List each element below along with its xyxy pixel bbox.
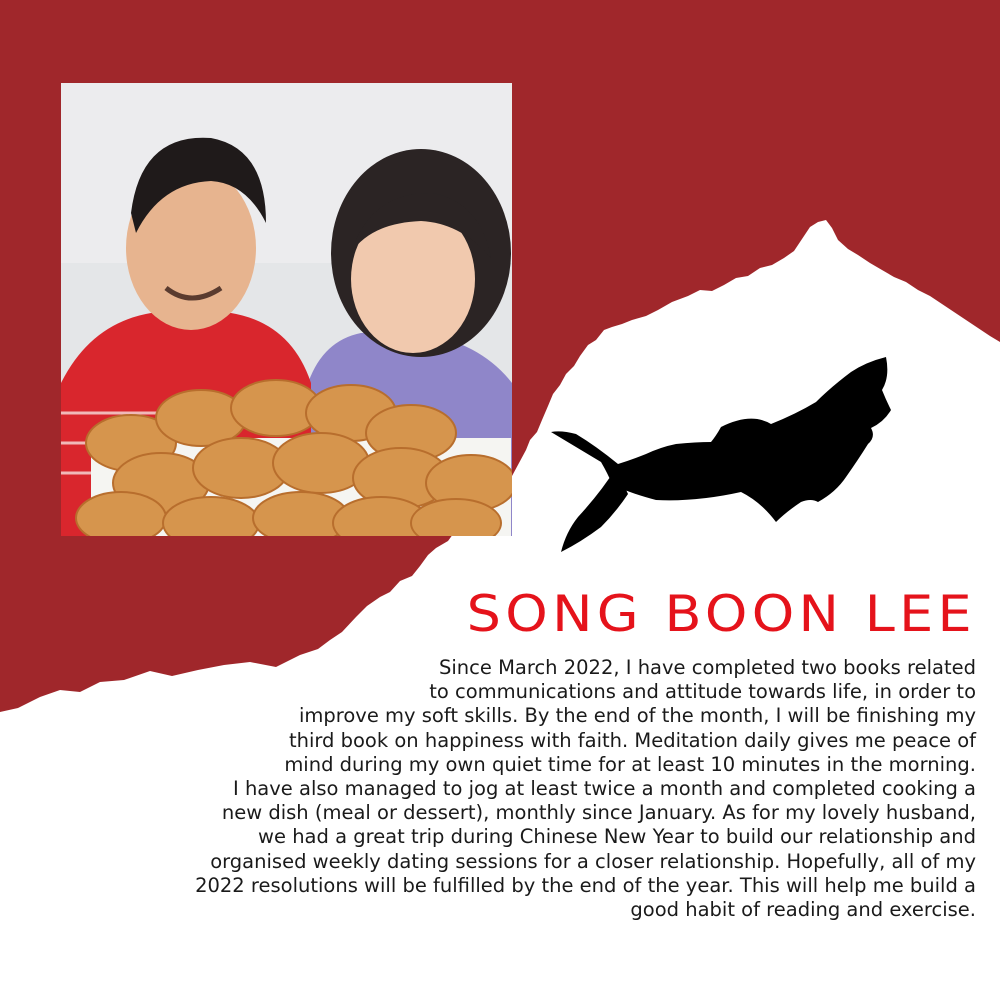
- bio-line: 2022 resolutions will be fulfilled by the end of the year. This will help me build a: [195, 873, 976, 897]
- bio-line: good habit of reading and exercise.: [630, 898, 976, 922]
- bio-line: to communications and attitude towards life, in order to: [429, 680, 976, 704]
- shark-silhouette-icon: [546, 352, 896, 562]
- bio-line: new dish (meal or dessert), monthly since January. As for my lovely husband,: [221, 801, 976, 825]
- bio-line: I have also managed to jog at least twice a month and completed cooking a: [233, 777, 976, 801]
- bio-line: organised weekly dating sessions for a closer relationship. Hopefully, all of my: [210, 849, 976, 873]
- bio-line: Since March 2022, I have completed two books related: [439, 656, 976, 679]
- profile-photo: [61, 83, 512, 536]
- profile-bio: [20, 656, 976, 922]
- bio-line: we had a great trip during Chinese New Year to build our relationship and: [258, 825, 976, 849]
- bio-line: third book on happiness with faith. Meditation daily gives me peace of: [288, 728, 976, 752]
- bio-line: improve my soft skills. By the end of the month, I will be finishing my: [298, 704, 976, 728]
- couple-with-honeycomb-cookies-photo: [61, 83, 512, 536]
- profile-name: SONG BOON LEE: [466, 585, 976, 643]
- bio-line: mind during my own quiet time for at least 10 minutes in the morning.: [284, 752, 976, 776]
